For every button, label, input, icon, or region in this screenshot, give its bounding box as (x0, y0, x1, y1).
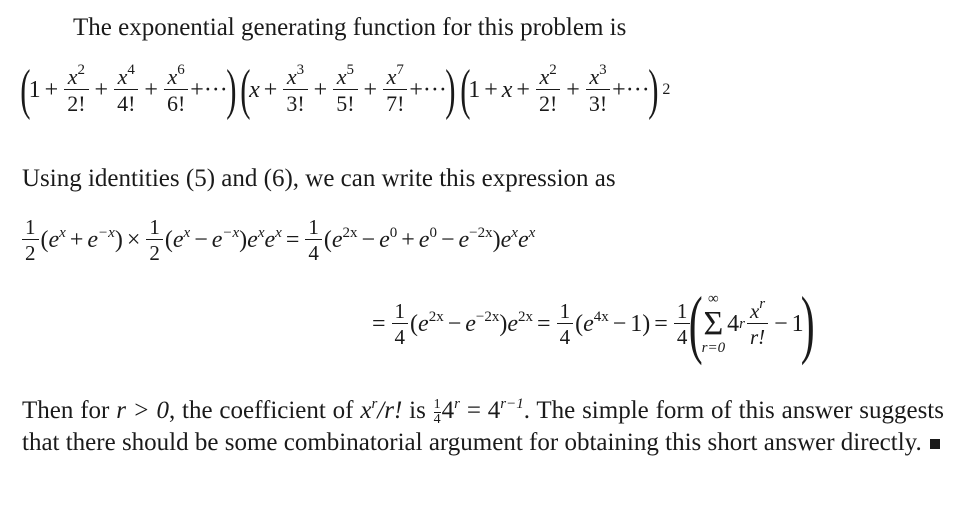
egf-product: ( 1 + $\frac{x^2}{2!}$ + $\frac{x^4}{4!}$ + $\frac{x^6}{6!}$ +··· ) ( x + $\frac{x^3}{3!}$ + $\frac{x^5}{5!}$ + $\frac{x^7}{7!}$ +··· ) ( 1 + x + $\frac{x^2}{2!}$ + $\frac{x^3}{3!}$ +··· ) 2 (20, 59, 671, 121)
using-identities-text: Using identities (5) and (6), we can write this expression as (22, 165, 616, 192)
equation-line-1: $\frac{1}{2}$ ($e^x$ + $e^{-x}$) × $\frac{1}{2}$ ($e^x$ − $e^{-x})e^xe^x$ = $\frac{1}{4}$ ($e^{2x}$ − $e^0$ + $e^0$ − $e^{-2x})e^xe^x$ (20, 214, 535, 264)
equation-line-2: = $\frac{1}{4}$ ($e^{2x}$ − $e^{-2x})e^{2x}$ = $\frac{1}{4}$ ($e^{4x}$ − 1) = $\frac{1}{4}$ ( ∞ Σ r=0 4 r $\frac{x^r}{r!}$ − 1 ) (372, 282, 815, 366)
conclusion-text: Then for r > 0, the coefficient of $x^r/r$! is $\frac{1}{4}$ $4^r = 4^{r-1}$. The simple form of this answer suggests that there should be some combinatorial argument for obtaining this short answer directly. (22, 396, 944, 456)
qed-mark (930, 439, 940, 449)
intro-text: The exponential generating function for this problem is (73, 14, 627, 41)
